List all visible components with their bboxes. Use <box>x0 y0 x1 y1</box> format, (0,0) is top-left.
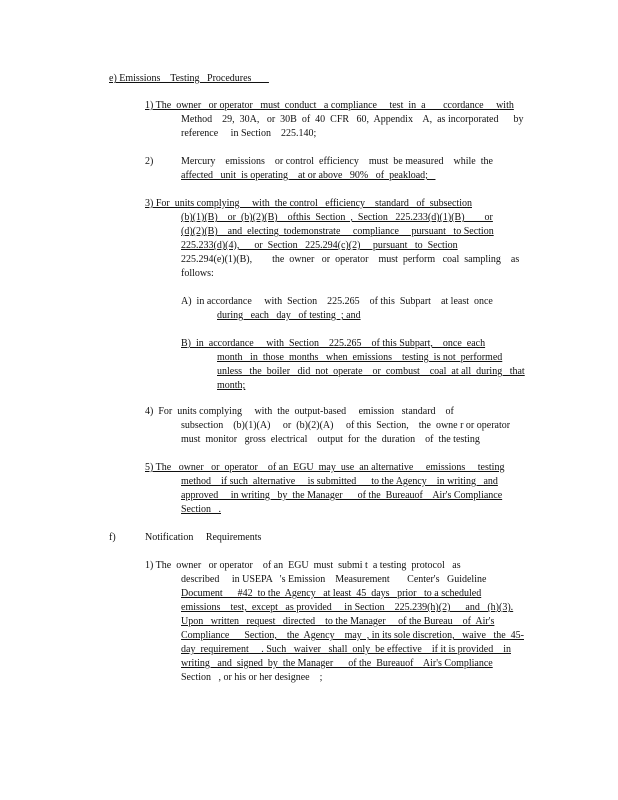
section-f-marker: f) <box>109 532 116 543</box>
paragraph-line: Mercury emissions or control efficiency must be measured while the <box>181 156 493 167</box>
paragraph-line: 3) For units complying with the control efficiency standard of subsection <box>145 198 472 209</box>
paragraph-line: emissions test, except as provided in Section 225.239(h)(2) and (h)(3). <box>181 602 514 613</box>
paragraph-line: unless the boiler did not operate or combust coal at all during that <box>217 366 525 377</box>
section-e-heading <box>109 72 269 86</box>
section-e-item-1 <box>145 99 523 141</box>
paragraph-line: reference in Section 225.140; <box>181 128 317 139</box>
paragraph-line: (b)(1)(B) or (b)(2)(B) ofthis Section , Section 225.233(d)(1)(B) or <box>181 212 493 223</box>
paragraph-line: during each day of testing ; and <box>217 310 361 321</box>
section-e-heading-text: e) Emissions Testing Procedures <box>109 73 269 84</box>
paragraph-line: 1) The owner or operator of an EGU must submi t a testing protocol as <box>145 560 461 571</box>
paragraph-line: 225.233(d)(4), or Section 225.294(c)(2) pursuant to Section <box>181 240 458 251</box>
section-f-heading-text: Notification Requirements <box>145 532 262 543</box>
paragraph-line: method if such alternative is submitted to the Agency in writing and <box>181 476 498 487</box>
paragraph-line: 225.294(e)(1)(B), the owner or operator must perform coal sampling as <box>181 254 520 265</box>
paragraph-line: B) in accordance with Section 225.265 of this Subpart, once each <box>181 338 486 349</box>
section-e-item-3 <box>145 197 519 281</box>
paragraph-line: 5) The owner or operator of an EGU may use an alternative emissions testing <box>145 462 505 473</box>
paragraph-line: month in those months when emissions testing is not performed <box>217 352 503 363</box>
paragraph-line: A) in accordance with Section 225.265 of this Subpart at least once <box>181 296 493 307</box>
paragraph-line: subsection (b)(1)(A) or (b)(2)(A) of this Section, the owne r or operator <box>181 420 511 431</box>
paragraph-line: day requirement . Such waiver shall only be effective if it is provided in <box>181 644 512 655</box>
paragraph-line: affected unit is operating at or above 90% of peakload; <box>181 170 436 181</box>
paragraph-line: Section , or his or her designee ; <box>181 672 323 683</box>
paragraph-line: Document #42 to the Agency at least 45 days prior to a scheduled <box>181 588 482 599</box>
paragraph-line: Upon written request directed to the Manager of the Bureau of Air's <box>181 616 495 627</box>
paragraph-line: must monitor gross electrical output for the duration of the testing <box>181 434 480 445</box>
section-e-item-3-sub-b <box>181 337 525 393</box>
paragraph-line: approved in writing by the Manager of the Bureauof Air's Compliance <box>181 490 503 501</box>
section-f-item-1 <box>145 559 524 685</box>
section-e-item-5 <box>145 461 504 517</box>
section-e-item-4 <box>145 405 510 447</box>
paragraph-line: writing and signed by the Manager of the Bureauof Air's Compliance <box>181 658 493 669</box>
paragraph-line: month; <box>217 380 246 391</box>
paragraph-line: Section . <box>181 504 221 515</box>
paragraph-line: Method 29, 30A, or 30B of 40 CFR 60, Appendix A, as incorporated by <box>181 114 524 125</box>
section-e-item-2-marker: 2) <box>145 156 154 167</box>
section-f-heading <box>145 531 261 545</box>
paragraph-line: Compliance Section, the Agency may , in its sole discretion, waive the 45- <box>181 630 524 641</box>
section-e-item-2 <box>181 155 493 183</box>
paragraph-line: 1) The owner or operator must conduct a compliance test in a ccordance with <box>145 100 514 111</box>
paragraph-line: (d)(2)(B) and electing todemonstrate compliance pursuant to Section <box>181 226 494 237</box>
paragraph-line: follows: <box>181 268 214 279</box>
paragraph-line: described in USEPA 's Emission Measurement Center's Guideline <box>181 574 487 585</box>
paragraph-line: 4) For units complying with the output-based emission standard of <box>145 406 454 417</box>
section-e-item-3-sub-a <box>181 295 493 323</box>
